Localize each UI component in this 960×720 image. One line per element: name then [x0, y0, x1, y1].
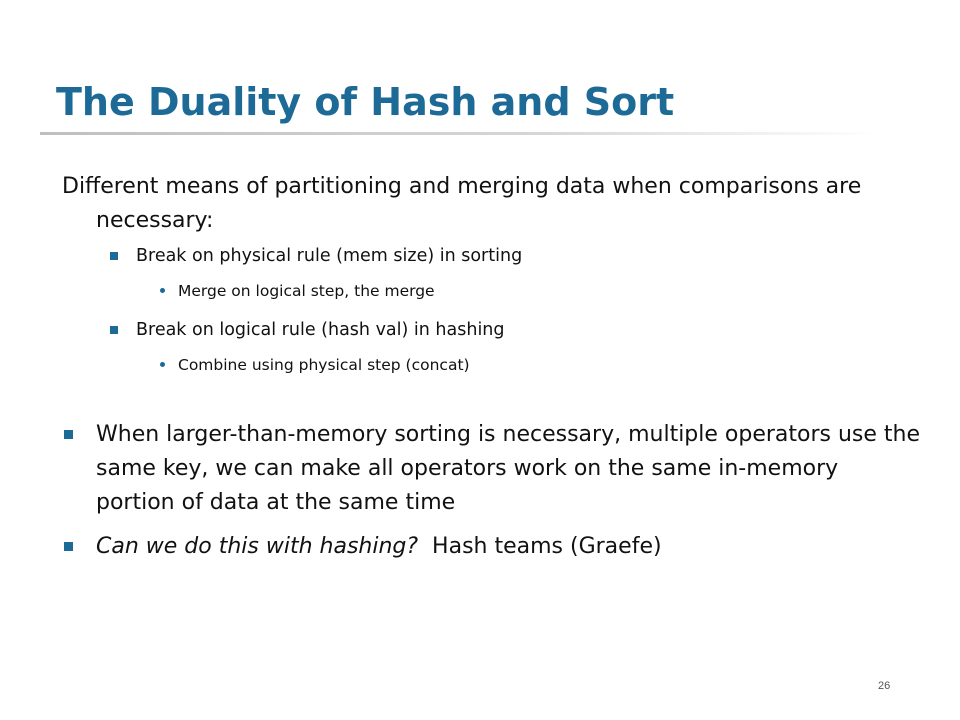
- page-number: 26: [878, 680, 891, 692]
- bullet-text: Hash teams (Graefe): [418, 534, 662, 559]
- bullet-item-2: [62, 530, 922, 564]
- sub-sub-item-text: Combine using physical step (concat): [178, 356, 470, 374]
- sub-item-text: Break on logical rule (hash val) in hashing: [136, 320, 505, 340]
- square-bullet-icon: [64, 542, 73, 551]
- square-bullet-icon: [110, 326, 118, 334]
- sub-sub-item-1: [62, 280, 922, 302]
- sub-item-text: Break on physical rule (mem size) in sorting: [136, 246, 523, 266]
- square-bullet-icon: [110, 252, 118, 260]
- slide-body: [62, 170, 922, 574]
- sub-item-2: [62, 318, 922, 342]
- title-underline: [40, 132, 880, 135]
- square-bullet-icon: [64, 430, 73, 439]
- bullet-text: When larger-than-memory sorting is necessary, multiple operators use the same key, we can make all operators work on the same in-memory portion of data at the same time: [96, 422, 921, 515]
- sub-sub-item-text: Merge on logical step, the merge: [178, 282, 435, 300]
- dot-bullet-icon: [160, 362, 165, 367]
- bullet-item-1: [62, 418, 922, 520]
- bullet-italic-text: Can we do this with hashing?: [96, 534, 419, 559]
- slide-title: The Duality of Hash and Sort: [56, 80, 675, 124]
- sub-sub-item-2: [62, 354, 922, 376]
- intro-paragraph: Different means of partitioning and merging data when comparisons are necessary:: [62, 174, 862, 233]
- sub-item-1: [62, 244, 922, 268]
- dot-bullet-icon: [160, 288, 165, 293]
